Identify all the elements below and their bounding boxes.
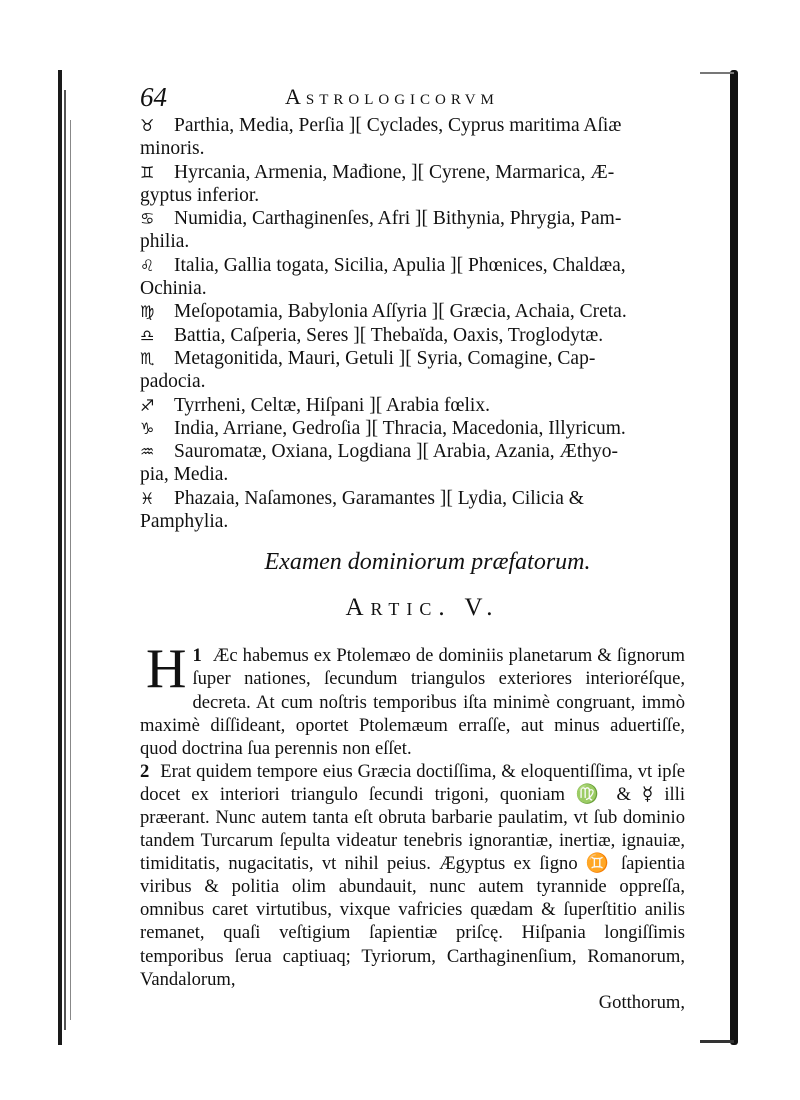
entry-text: Numidia, Carthaginenſes, Afri ][ Bithynia, Phrygia, Pam- (174, 208, 622, 230)
entry-text: Phazaia, Naſamones, Garamantes ][ Lydia, Cilicia & (174, 487, 584, 509)
leo-icon: ♌ (140, 255, 155, 275)
paragraph-text: Æc habemus ex Ptolemæo de dominiis planetarum & ſignorum ſuper nationes, ſecundum triangulos exteriores interioréſque, decreta. At cum noſtris temporibus iſta minimè congruant, immò maximè diſſideant, oportet Ptolemæum erraſſe, aut minus aduertiſſe, quod doctrina ſua perennis non eſſet. (140, 645, 685, 759)
zodiac-entry (140, 254, 685, 301)
binding-shadow (58, 70, 62, 1045)
entry-continuation: padocia. (140, 371, 206, 393)
book-page (140, 80, 685, 1014)
zodiac-entry (140, 417, 685, 440)
binding-shadow (64, 90, 66, 1030)
paragraph-number: 1 (192, 645, 202, 667)
zodiac-entry (140, 161, 685, 208)
capricorn-icon: ♑ (140, 418, 155, 438)
zodiac-entry (140, 207, 685, 254)
virgo-icon: ♍ (140, 302, 155, 322)
gemini-icon: ♊ (140, 162, 155, 182)
entry-continuation: gyptus inferior. (140, 184, 260, 206)
zodiac-entry (140, 394, 685, 417)
running-title: Astrologicorvm (285, 84, 499, 109)
entry-text: Battia, Caſperia, Seres ][ Thebaïda, Oaxis, Troglodytæ. (174, 324, 604, 346)
entry-text: Sauromatæ, Oxiana, Logdiana ][ Arabia, Azania, Æthyo- (174, 441, 619, 463)
page-edge-top (700, 72, 734, 74)
entry-text: Hyrcania, Armenia, Mađione, ][ Cyrene, Marmarica, Æ- (174, 161, 615, 183)
pisces-icon: ♓ (140, 488, 155, 508)
zodiac-entry (140, 440, 685, 487)
zodiac-entry (140, 347, 685, 394)
page-edge-bottom (700, 1040, 734, 1043)
zodiac-entry (140, 300, 685, 323)
entry-continuation: Pamphylia. (140, 511, 229, 533)
article-heading: Artic. V. (345, 594, 500, 622)
taurus-icon: ♉ (140, 116, 155, 135)
zodiac-region-list (140, 114, 685, 533)
aquarius-icon: ♒ (140, 442, 155, 462)
entry-continuation: minoris. (140, 138, 205, 160)
page-header (140, 80, 685, 114)
entry-text: Parthia, Media, Perſia ][ Cyclades, Cyprus maritima Aſiæ (174, 115, 622, 136)
entry-text: Meſopotamia, Babylonia Aſſyria ][ Græcia, Achaia, Creta. (174, 301, 627, 323)
section-title: Examen dominiorum præfatorum. (264, 549, 591, 576)
body-text (140, 638, 685, 1014)
page-number: 64 (140, 82, 167, 112)
entry-continuation: pia, Media. (140, 464, 229, 486)
paragraph-2 (140, 760, 685, 991)
sagittarius-icon: ♐ (140, 395, 155, 415)
entry-continuation: Ochinia. (140, 278, 207, 300)
paragraph-text: Erat quidem tempore eius Græcia doctiſſima, & eloquentiſſima, vt ipſe docet ex interiori triangulo ſecundi trigoni, quoniam ♍ & ☿ illi præerant. Nunc autem tanta eſt obruta barbarie paulatim, vt ſub dominio tandem Turcarum ſepulta videatur tenebris ignorantiæ, inertiæ, ignauiæ, timiditatis, nugacitatis, vt nihil peius. Ægyptus ex ſigno ♊ ſapientia viribus & politia olim abundauit, nunc autem tyrannide oppreſſa, omnibus caret virtutibus, vixque vafricies quædam & ſuperſtitio anilis remanet, quaſi veſtigium ſapientiæ priſcę. Hiſpania longiſſimis temporibus ſerua captiuaq; Tyriorum, Carthaginenſium, Romanorum, Vandalorum, (140, 760, 685, 990)
scorpio-icon: ♏ (140, 348, 155, 368)
entry-continuation: philia. (140, 231, 190, 253)
cancer-icon: ♋ (140, 209, 155, 229)
entry-text: Italia, Gallia togata, Sicilia, Apulia ][ Phœnices, Chaldæa, (174, 254, 626, 276)
zodiac-entry (140, 114, 685, 161)
page-edge (730, 70, 738, 1045)
zodiac-entry (140, 324, 685, 347)
zodiac-entry (140, 487, 685, 534)
catchword: Gotthorum, (598, 991, 685, 1013)
entry-text: Tyrrheni, Celtæ, Hiſpani ][ Arabia fœlix. (174, 394, 490, 416)
paragraph-number: 2 (140, 760, 150, 782)
drop-cap: H (146, 638, 187, 701)
entry-text: India, Arriane, Gedroſia ][ Thracia, Macedonia, Illyricum. (174, 417, 626, 439)
entry-text: Metagonitida, Mauri, Getuli ][ Syria, Comagine, Cap- (174, 347, 596, 369)
libra-icon: ♎ (140, 325, 155, 345)
paragraph-1 (140, 638, 685, 759)
binding-shadow (70, 120, 71, 1020)
